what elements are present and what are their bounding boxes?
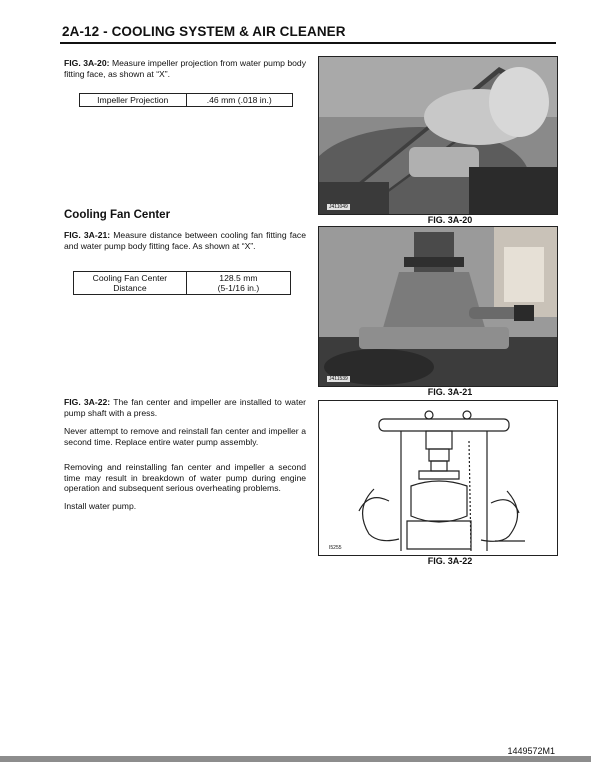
impeller-projection-spec-table [79,93,293,107]
warning-paragraph-2: Removing and reinstalling fan center and impeller a second time may result in breakdown of water pump during engine operation and subsequent serious overheating problems. [64,462,306,494]
fig22-paragraph [64,397,306,418]
header-rule [60,42,556,44]
fig21-photo [318,226,558,387]
fig21-paragraph [64,230,306,251]
footer-bar [0,756,591,762]
fig21-caption: FIG. 3A-21 [427,387,473,397]
fig22-drawing [318,400,558,556]
cooling-fan-center-heading: Cooling Fan Center [64,209,171,221]
warning-paragraph-1: Never attempt to remove and reinstall fan center and impeller a second time. Replace entire water pump assembly. [64,426,306,447]
impeller-projection-value: .46 mm (.018 in.) [186,94,293,107]
document-code: 1449572M1 [507,746,555,756]
fig20-photo-id: J411049 [329,204,348,210]
fig20-illustration [319,57,557,214]
fig21-illustration [319,227,557,386]
fig22-label: FIG. 3A-22: [64,397,111,407]
cooling-fan-center-spec-table [73,271,291,295]
fig20-label: FIG. 3A-20: [64,58,110,68]
fig22-illustration [319,401,557,555]
impeller-projection-label: Impeller Projection [80,94,187,107]
fig20-paragraph [64,58,306,79]
fig22-caption: FIG. 3A-22 [427,556,473,566]
fig20-text: Measure impeller projection from water pump body fitting face, as shown at “X”. [64,58,306,79]
fig20-photo [318,56,558,215]
install-water-pump-text: Install water pump. [64,501,137,511]
cooling-fan-center-label: Cooling Fan Center Distance [74,272,187,295]
fig22-drawing-id: I5255 [329,545,342,551]
fig21-text: Measure distance between cooling fan fitting face and water pump body fitting face. As shown at “X”. [64,230,306,251]
page-title: 2A-12 - COOLING SYSTEM & AIR CLEANER [62,24,346,39]
fig20-caption: FIG. 3A-20 [427,215,473,225]
fig21-label: FIG. 3A-21: [64,230,111,240]
fig22-text: The fan center and impeller are installed to water pump shaft with a press. [64,397,306,418]
fig21-photo-id: J411539 [329,376,348,382]
cooling-fan-center-value: 128.5 mm (5-1/16 in.) [186,272,290,295]
